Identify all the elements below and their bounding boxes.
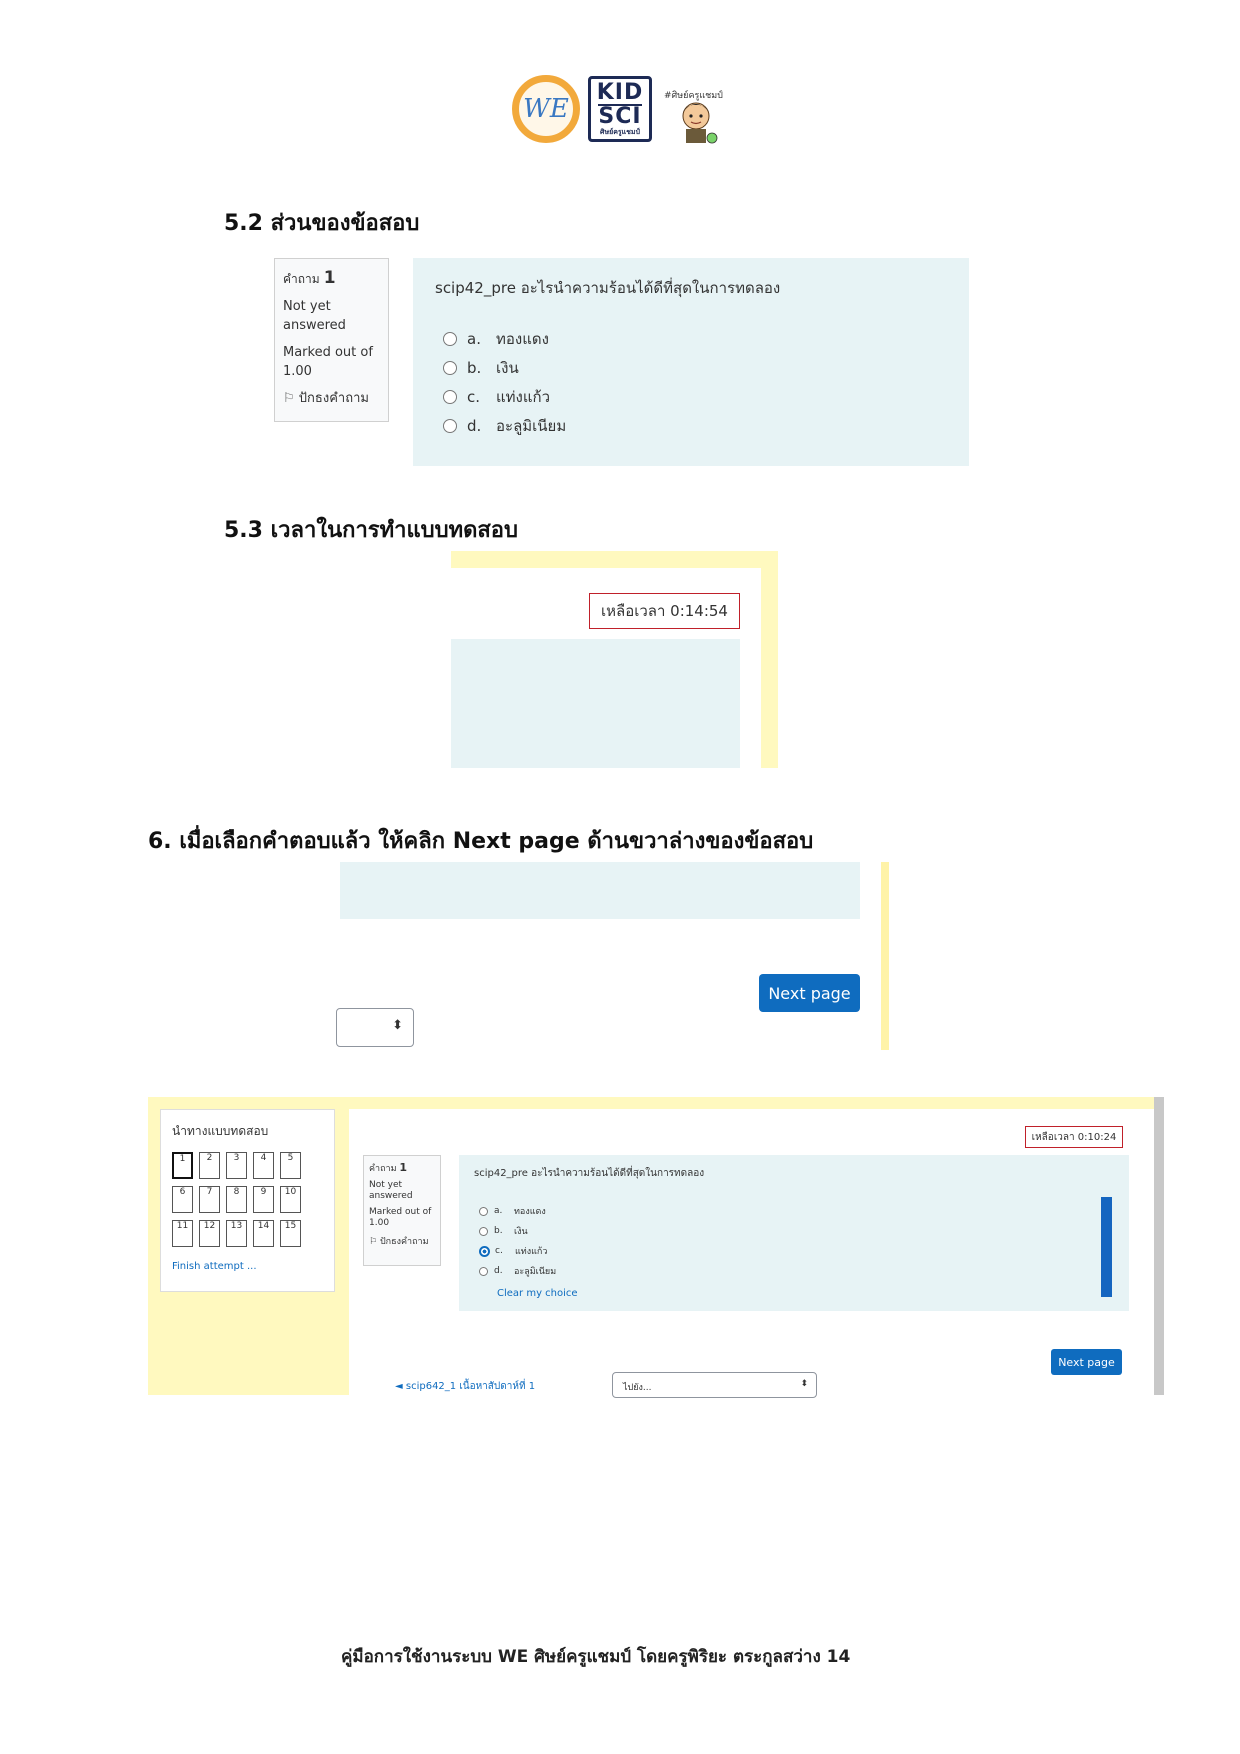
flag-question[interactable] (283, 389, 380, 408)
option-text: อะลูมิเนียม (496, 416, 567, 435)
quiz-option-text: เงิน (514, 1227, 528, 1237)
quiz-timer: เหลือเวลา 0:10:24 (1025, 1126, 1123, 1148)
quiz-flag-question[interactable] (369, 1234, 435, 1248)
section-5-3-heading: 5.3 เวลาในการทำแบบทดสอบ (224, 518, 518, 543)
quiz-nav-button-14[interactable]: 14 (253, 1220, 274, 1247)
question-marked: Marked out of 1.00 (283, 345, 373, 379)
quiz-option-letter: c. (495, 1246, 503, 1256)
finish-attempt-link[interactable]: Finish attempt ... (172, 1261, 257, 1272)
quiz-nav-button-2[interactable]: 2 (199, 1152, 220, 1179)
quiz-question-info (363, 1155, 441, 1266)
option-letter: d. (467, 416, 482, 435)
quiz-navigation (160, 1109, 335, 1292)
quiz-radio-b[interactable] (479, 1227, 488, 1236)
radio-b[interactable] (443, 361, 457, 375)
previous-activity-link[interactable]: ◄ scip642_1 เนื้อหาสัปดาห์ที่ 1 (395, 1381, 536, 1392)
quiz-radio-d[interactable] (479, 1267, 488, 1276)
quiz-radio-a[interactable] (479, 1207, 488, 1216)
quiz-jump-select[interactable] (612, 1372, 817, 1398)
section-5-2-heading: 5.2 ส่วนของข้อสอบ (224, 211, 420, 236)
next-page-screenshot (340, 862, 890, 1050)
question-label (283, 268, 380, 289)
quiz-question-marked: Marked out of 1.00 (369, 1207, 432, 1228)
kidsci-logo-line1: KID (596, 80, 644, 105)
quiz-question-label (369, 1161, 435, 1175)
quiz-option-c[interactable] (479, 1241, 556, 1261)
quiz-nav-button-7[interactable]: 7 (199, 1186, 220, 1213)
timer-screenshot (451, 551, 778, 768)
radio-a[interactable] (443, 332, 457, 346)
quiz-answer-options (479, 1201, 556, 1281)
timer-question-panel (451, 639, 740, 768)
kidsci-logo-line2: SCI (598, 104, 642, 129)
quiz-nav-button-15[interactable]: 15 (280, 1220, 301, 1247)
quiz-nav-button-5[interactable]: 5 (280, 1152, 301, 1179)
quiz-nav-button-9[interactable]: 9 (253, 1186, 274, 1213)
option-letter: c. (467, 387, 481, 406)
quiz-nav-button-3[interactable]: 3 (226, 1152, 247, 1179)
radio-c[interactable] (443, 390, 457, 404)
quiz-radio-c-selected[interactable] (479, 1246, 490, 1257)
question-info-box (274, 258, 389, 422)
answer-options (443, 324, 566, 440)
question-panel (413, 258, 969, 466)
quiz-nav-button-10[interactable]: 10 (280, 1186, 301, 1213)
quiz-option-letter: b. (494, 1226, 503, 1236)
answer-option-b[interactable] (443, 353, 566, 382)
quiz-nav-button-1[interactable]: 1 (172, 1152, 193, 1179)
option-text: เงิน (496, 358, 519, 377)
next-question-panel (340, 862, 860, 919)
question-label-text: คำถาม (283, 272, 320, 286)
flag-icon: ⚐ (283, 391, 295, 406)
quiz-nav-button-6[interactable]: 6 (172, 1186, 193, 1213)
answer-option-a[interactable] (443, 324, 566, 353)
quiz-question-number: 1 (399, 1161, 408, 1174)
quiz-scroll-indicator (1101, 1197, 1112, 1297)
option-letter: a. (467, 329, 481, 348)
time-left-timer: เหลือเวลา 0:14:54 (589, 593, 740, 629)
option-text: แท่งแก้ว (496, 387, 551, 406)
kidsci-logo-sub: ศิษย์ครูแชมป์ (600, 128, 640, 136)
quiz-nav-button-8[interactable]: 8 (226, 1186, 247, 1213)
jump-select[interactable] (336, 1008, 414, 1047)
quiz-question-status: Not yet answered (369, 1180, 413, 1201)
quiz-nav-button-12[interactable]: 12 (199, 1220, 220, 1247)
quiz-question-label-text: คำถาม (369, 1164, 397, 1174)
select-arrow-icon: ⬍ (800, 1379, 808, 1389)
quiz-option-letter: a. (494, 1206, 503, 1216)
flag-question-label: ปักธงคำถาม (298, 391, 369, 406)
radio-d[interactable] (443, 419, 457, 433)
page-footer: คู่มือการใช้งานระบบ WE ศิษย์ครูแชมป์ โดยครูพิริยะ ตระกูลสว่าง 14 (341, 1647, 851, 1667)
option-text: ทองแดง (496, 329, 549, 348)
quiz-question-panel (459, 1155, 1129, 1311)
section-6-heading: 6. เมื่อเลือกคำตอบแล้ว ให้คลิก Next page ด้านขวาล่างของข้อสอบ (148, 829, 814, 854)
quiz-option-b[interactable] (479, 1221, 556, 1241)
question-text: scip42_pre อะไรนำความร้อนได้ดีที่สุดในการทดลอง (435, 279, 781, 297)
quiz-main-area (349, 1109, 1154, 1395)
select-arrow-icon: ⬍ (392, 1018, 403, 1033)
quiz-nav-button-13[interactable]: 13 (226, 1220, 247, 1247)
kidsci-logo (588, 76, 652, 142)
quiz-next-page-button[interactable]: Next page (1051, 1349, 1122, 1375)
quiz-nav-title: นำทางแบบทดสอบ (172, 1124, 269, 1138)
quiz-scrollbar[interactable] (1154, 1097, 1164, 1395)
quiz-option-text: อะลูมิเนียม (514, 1267, 557, 1277)
quiz-option-letter: d. (494, 1266, 503, 1276)
quiz-option-d[interactable] (479, 1261, 556, 1281)
clear-my-choice-link[interactable]: Clear my choice (497, 1288, 578, 1299)
quiz-question-text: scip42_pre อะไรนำความร้อนได้ดีที่สุดในการทดลอง (474, 1168, 705, 1179)
quiz-screenshot (148, 1097, 1164, 1395)
quiz-nav-button-4[interactable]: 4 (253, 1152, 274, 1179)
character-logo-caption: #ศิษย์ครูแชมป์ (664, 91, 723, 101)
option-letter: b. (467, 358, 482, 377)
flag-icon: ⚐ (369, 1237, 378, 1247)
answer-option-c[interactable] (443, 382, 566, 411)
quiz-option-text: ทองแดง (514, 1207, 546, 1217)
answer-option-d[interactable] (443, 411, 566, 440)
quiz-option-text: แท่งแก้ว (515, 1247, 548, 1257)
we-logo-text: WE (523, 94, 569, 124)
yellow-edge (881, 862, 889, 1050)
question-status: Not yet answered (283, 299, 346, 333)
quiz-nav-button-11[interactable]: 11 (172, 1220, 193, 1247)
next-page-button[interactable]: Next page (759, 974, 860, 1012)
we-logo (512, 75, 580, 143)
question-number: 1 (323, 268, 336, 288)
quiz-option-a[interactable] (479, 1201, 556, 1221)
quiz-flag-label: ปักธงคำถาม (379, 1237, 429, 1247)
quiz-jump-select-value: ไปยัง... (623, 1383, 652, 1393)
